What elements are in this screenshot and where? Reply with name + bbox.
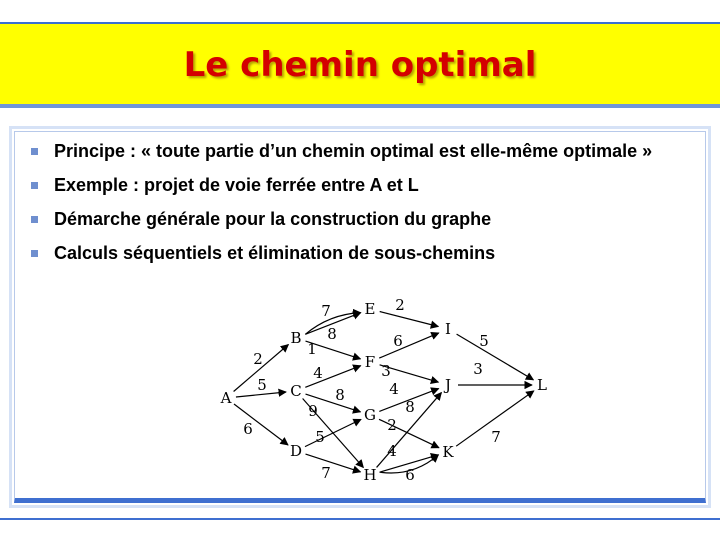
edge-f-i xyxy=(379,333,439,358)
edge-weight-label: 4 xyxy=(387,442,397,460)
edge-weight-label: 6 xyxy=(393,332,403,350)
edge-weight-label: 7 xyxy=(321,464,331,482)
node-h: H xyxy=(363,466,377,484)
edge-weight-label: 6 xyxy=(243,420,253,438)
node-j: J xyxy=(444,376,452,394)
edge-weight-label: 7 xyxy=(321,302,331,320)
edge-e-i xyxy=(380,311,439,326)
edge-d-g xyxy=(305,419,361,446)
node-a: A xyxy=(220,389,232,407)
node-b: B xyxy=(290,329,302,347)
slide-title: Le chemin optimal xyxy=(183,45,537,85)
edge-weight-label: 5 xyxy=(315,428,325,446)
bullet-text: Principe : « toute partie d’un chemin optimal est elle-même optimale » xyxy=(54,141,653,161)
bottom-strip xyxy=(0,518,720,532)
node-g: G xyxy=(364,406,376,424)
weights-layer xyxy=(243,296,501,484)
edges-layer xyxy=(234,311,534,473)
node-e: E xyxy=(364,300,376,318)
nodes-layer xyxy=(220,300,547,484)
edge-weight-label: 4 xyxy=(389,380,399,398)
bullet-text: Exemple : projet de voie ferrée entre A et L xyxy=(54,175,419,195)
edge-d-h xyxy=(306,454,361,472)
edge-weight-label: 8 xyxy=(335,386,345,404)
edge-weight-label: 4 xyxy=(313,364,323,382)
edge-weight-label: 8 xyxy=(327,325,337,343)
edge-i-l xyxy=(457,334,534,380)
edge-weight-label: 2 xyxy=(253,350,263,368)
edge-weight-label: 7 xyxy=(491,428,501,446)
edge-weight-label: 6 xyxy=(405,466,415,484)
node-c: C xyxy=(290,382,302,400)
edge-weight-label: 3 xyxy=(473,360,483,378)
bullet-text: Démarche générale pour la construction du graphe xyxy=(54,209,492,229)
node-f: F xyxy=(364,353,376,371)
edge-weight-label: 3 xyxy=(381,362,391,380)
bullet-text: Calculs séquentiels et élimination de sous-chemins xyxy=(54,243,496,263)
node-d: D xyxy=(289,442,303,460)
node-k: K xyxy=(442,443,454,461)
edge-weight-label: 5 xyxy=(479,332,489,350)
edge-weight-label: 2 xyxy=(387,416,397,434)
edge-weight-label: 8 xyxy=(405,398,415,416)
node-l: L xyxy=(537,376,547,394)
edge-weight-label: 2 xyxy=(395,296,405,314)
edge-weight-label: 5 xyxy=(257,376,267,394)
edge-a-d xyxy=(234,404,288,445)
edge-weight-label: 9 xyxy=(308,402,318,420)
node-i: I xyxy=(445,320,451,338)
edge-weight-label: 1 xyxy=(307,340,317,358)
